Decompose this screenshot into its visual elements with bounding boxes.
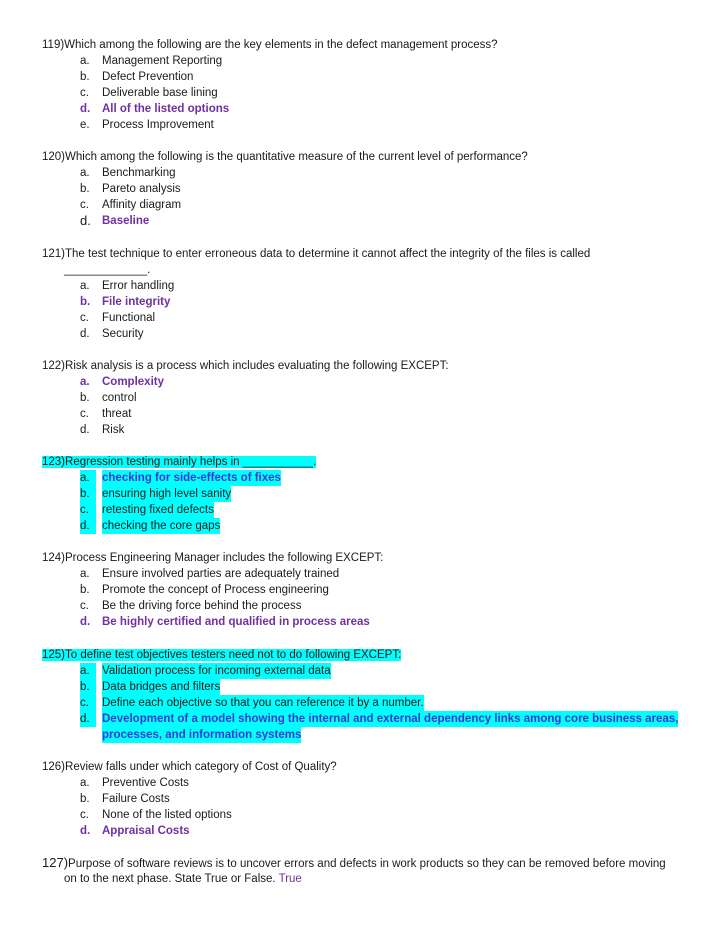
question-126: [42, 759, 712, 839]
question-stem: 119)Which among the following are the key elements in the defect management process?: [42, 39, 498, 51]
option-letter: d.: [80, 103, 91, 115]
option: [42, 69, 712, 85]
option-letter: b.: [80, 183, 90, 195]
option: [42, 422, 712, 438]
option-text: Data bridges and filters: [102, 681, 221, 693]
option-text: checking the core gaps: [102, 520, 221, 532]
option-letter: a.: [80, 663, 96, 679]
option-text: retesting fixed defects: [102, 504, 214, 516]
option: [42, 598, 712, 614]
option-correct: [42, 213, 712, 229]
option-letter: d.: [80, 711, 96, 727]
option-text-continued: processes, and information systems: [102, 729, 302, 741]
option-text: None of the listed options: [102, 809, 232, 821]
option-text: Affinity diagram: [102, 199, 182, 211]
option: [42, 566, 712, 582]
option-letter: c.: [80, 199, 89, 211]
question-119: [42, 37, 712, 133]
question-127: [42, 855, 712, 887]
option-letter: c.: [80, 87, 89, 99]
option: [42, 807, 712, 823]
option: [42, 791, 712, 807]
option-correct: [42, 711, 712, 727]
option: [42, 165, 712, 181]
option-text: Be the driving force behind the process: [102, 600, 302, 612]
option-letter: a.: [80, 167, 90, 179]
option-letter: b.: [80, 296, 91, 308]
question-stem: 122)Risk analysis is a process which includes evaluating the following EXCEPT:: [42, 360, 449, 372]
option: [42, 326, 712, 342]
option-text: Error handling: [102, 280, 175, 292]
question-stem: [42, 647, 712, 663]
option-letter: b.: [80, 793, 90, 805]
highlighted-stem: 123)Regression testing mainly helps in ___________.: [42, 456, 317, 468]
option-text: Promote the concept of Process engineering: [102, 584, 329, 596]
option-letter: b.: [80, 584, 90, 596]
option: [42, 679, 712, 695]
option: [42, 406, 712, 422]
option-letter: d.: [80, 518, 96, 534]
question-stem: 121)The test technique to enter erroneous data to determine it cannot affect the integrity of the files is called: [42, 248, 591, 260]
option-text: Management Reporting: [102, 55, 223, 67]
option-letter: c.: [80, 600, 89, 612]
option-letter: c.: [80, 312, 89, 324]
highlighted-stem: 125)To define test objectives testers need not to do following EXCEPT:: [42, 649, 402, 661]
question-stem: 120)Which among the following is the quantitative measure of the current level of performance?: [42, 151, 528, 163]
option: [42, 695, 712, 711]
question-text-continued: on to the next phase. State True or False.: [64, 873, 276, 885]
option: [42, 181, 712, 197]
option: [42, 117, 712, 133]
option-letter: b.: [80, 392, 90, 404]
option-correct: [42, 470, 712, 486]
option-text: Security: [102, 328, 144, 340]
option-letter: d.: [80, 328, 90, 340]
option: [42, 486, 712, 502]
option: [42, 502, 712, 518]
option-text: control: [102, 392, 137, 404]
option-letter: e.: [80, 119, 90, 131]
option-text: checking for side-effects of fixes: [102, 472, 281, 484]
question-124: [42, 550, 712, 630]
option-text: ensuring high level sanity: [102, 488, 232, 500]
option-letter: d.: [80, 424, 90, 436]
option-text: threat: [102, 408, 132, 420]
option-text: Failure Costs: [102, 793, 170, 805]
question-text: Purpose of software reviews is to uncover errors and defects in work products so they can be removed before moving: [68, 858, 666, 870]
option: [42, 775, 712, 791]
option-letter: a.: [80, 376, 90, 388]
option-letter: a.: [80, 280, 90, 292]
option-text: Development of a model showing the internal and external dependency links among core business areas,: [102, 713, 679, 725]
option-text: Functional: [102, 312, 156, 324]
option-correct: [42, 374, 712, 390]
option-text: All of the listed options: [102, 103, 230, 115]
option: [42, 663, 712, 679]
option-text: Ensure involved parties are adequately trained: [102, 568, 340, 580]
option-text: Deliverable base lining: [102, 87, 218, 99]
option-text: Defect Prevention: [102, 71, 194, 83]
option: [42, 310, 712, 326]
option-letter: a.: [80, 777, 90, 789]
option-letter: c.: [80, 809, 89, 821]
question-121: [42, 246, 712, 342]
option-letter: d.: [80, 213, 91, 228]
option-letter: c.: [80, 695, 96, 711]
option: [42, 85, 712, 101]
option: [42, 53, 712, 69]
option-letter: d.: [80, 825, 91, 837]
question-stem: [42, 855, 712, 871]
answer: True: [278, 873, 302, 885]
option-text: Pareto analysis: [102, 183, 181, 195]
option-text: Be highly certified and qualified in process areas: [102, 616, 370, 628]
question-120: [42, 149, 712, 229]
question-stem: 124)Process Engineering Manager includes the following EXCEPT:: [42, 552, 384, 564]
option-text: Benchmarking: [102, 167, 176, 179]
question-stem: 126)Review falls under which category of Cost of Quality?: [42, 761, 337, 773]
option: [42, 197, 712, 213]
option-letter: b.: [80, 486, 96, 502]
question-122: [42, 358, 712, 438]
option-letter: a.: [80, 470, 96, 486]
option-text: Process Improvement: [102, 119, 214, 131]
option-letter: c.: [80, 408, 89, 420]
question-123: [42, 454, 712, 534]
question-stem-continued: [42, 871, 712, 887]
option: [42, 582, 712, 598]
option-correct: [42, 823, 712, 839]
option-letter: b.: [80, 679, 96, 695]
option-letter: b.: [80, 71, 90, 83]
question-number: 127): [42, 855, 69, 870]
option-text: Preventive Costs: [102, 777, 189, 789]
option-text: File integrity: [102, 296, 171, 308]
option-correct: [42, 614, 712, 630]
option-text: Complexity: [102, 376, 164, 388]
option: [42, 518, 712, 534]
option-text: Appraisal Costs: [102, 825, 190, 837]
option: [42, 390, 712, 406]
question-125: [42, 647, 712, 743]
question-stem: [42, 454, 712, 470]
option-correct: [42, 294, 712, 310]
option-correct: [42, 101, 712, 117]
option-continuation: [42, 727, 712, 743]
option-text: Baseline: [102, 215, 150, 227]
question-blank: _____________.: [64, 264, 151, 276]
option-letter: d.: [80, 616, 91, 628]
option-letter: c.: [80, 502, 96, 518]
option-text: Validation process for incoming external data: [102, 665, 331, 677]
option-text: Define each objective so that you can reference it by a number.: [102, 697, 424, 709]
option-letter: a.: [80, 568, 90, 580]
option-text: Risk: [102, 424, 125, 436]
option-letter: a.: [80, 55, 90, 67]
option: [42, 278, 712, 294]
